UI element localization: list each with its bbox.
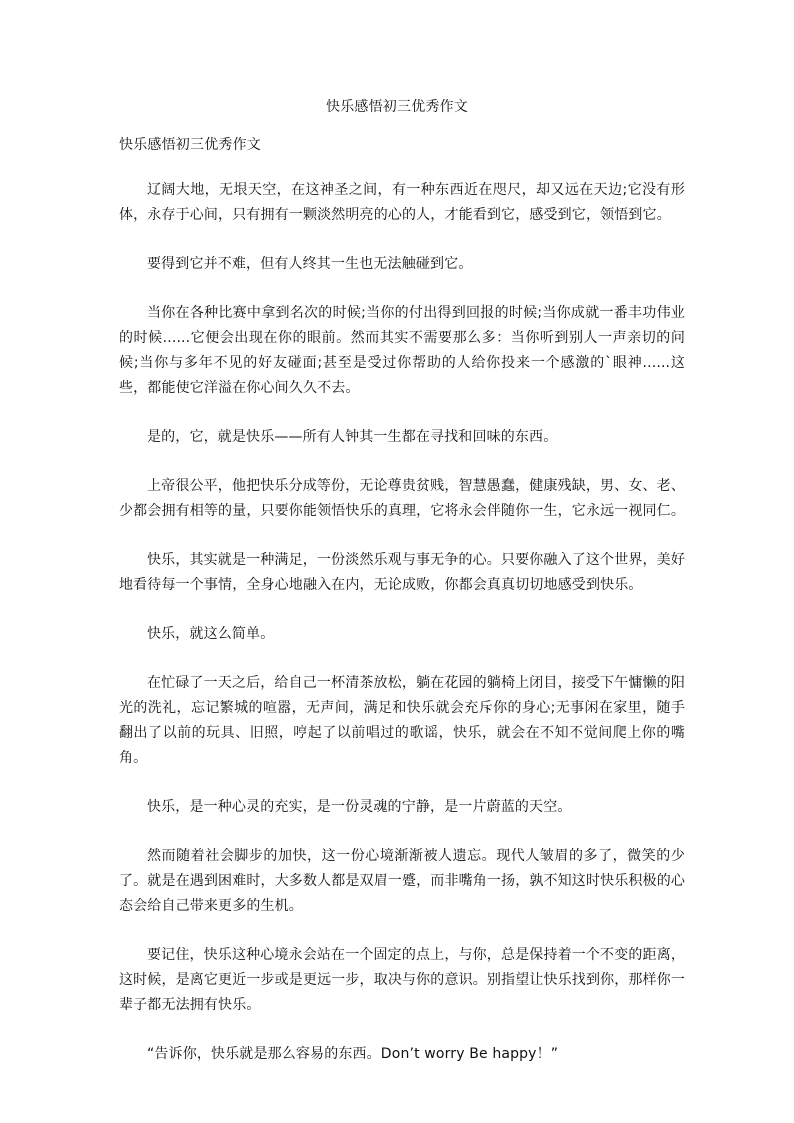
document-title: 快乐感悟初三优秀作文: [326, 99, 468, 115]
paragraph: 要得到它并不难，但有人终其一生也无法触碰到它。: [147, 256, 473, 272]
paragraph: 上帝很公平，他把快乐分成等份，无论尊贵贫贱，智慧愚蠢，健康残缺，男、女、老、少都会拥有相等的量，只要你能领悟快乐的真理，它将永会伴随你一生，它永远一视同仁。: [119, 478, 685, 519]
paragraph: 辽阔大地，无垠天空，在这神圣之间，有一种东西近在咫尺，却又远在天边;它没有形体，永存于心间，只有拥有一颗淡然明亮的心的人，才能看到它，感受到它，领悟到它。: [119, 182, 685, 223]
paragraph: 快乐，是一种心灵的充实，是一份灵魂的宁静，是一片蔚蓝的天空。: [147, 799, 572, 815]
paragraph: 要记住，快乐这种心境永会站在一个固定的点上，与你，总是保持着一个不变的距离，这时候，是离它更近一步或是更远一步，取决与你的意识。别指望让快乐找到你，那样你一辈子都无法拥有快乐。: [119, 947, 685, 1013]
paragraph: 然而随着社会脚步的加快，这一份心境渐渐被人遗忘。现代人皱眉的多了，微笑的少了。就是在遇到困难时，大多数人都是双眉一蹙，而非嘴角一扬，孰不知这时快乐积极的心态会给自己带来更多的生机。: [119, 848, 685, 914]
paragraph: 在忙碌了一天之后，给自己一杯清茶放松，躺在花园的躺椅上闭目，接受下午慵懒的阳光的洗礼，忘记繁城的喧嚣，无声间，满足和快乐就会充斥你的身心;无事闲在家里，随手翻出了以前的玩具、旧照，哼起了以前唱过的歌谣，快乐，就会在不知不觉间爬上你的嘴角。: [119, 675, 685, 766]
paragraph: 当你在各种比赛中拿到名次的时候;当你的付出得到回报的时候;当你成就一番丰功伟业的时候......它便会出现在你的眼前。然而其实不需要那么多：当你听到别人一声亲切的问候;当你与多年不见的好友碰面;甚至是受过你帮助的人给你投来一个感激的`眼神......这些，都能使它洋溢在你心间久久不去。: [119, 305, 685, 396]
paragraph: 是的，它，就是快乐——所有人钟其一生都在寻找和回味的东西。: [147, 429, 558, 445]
document-subtitle: 快乐感悟初三优秀作文: [119, 137, 261, 153]
paragraph: 快乐，就这么简单。: [147, 626, 275, 642]
paragraph: 快乐，其实就是一种满足，一份淡然乐观与事无争的心。只要你融入了这个世界，美好地看待每一个事情，全身心地融入在内，无论成败，你都会真真切切地感受到快乐。: [119, 552, 685, 593]
paragraph: “告诉你，快乐就是那么容易的东西。Don’t worry Be happy！”: [147, 1046, 559, 1062]
document-body: [119, 178, 685, 1091]
